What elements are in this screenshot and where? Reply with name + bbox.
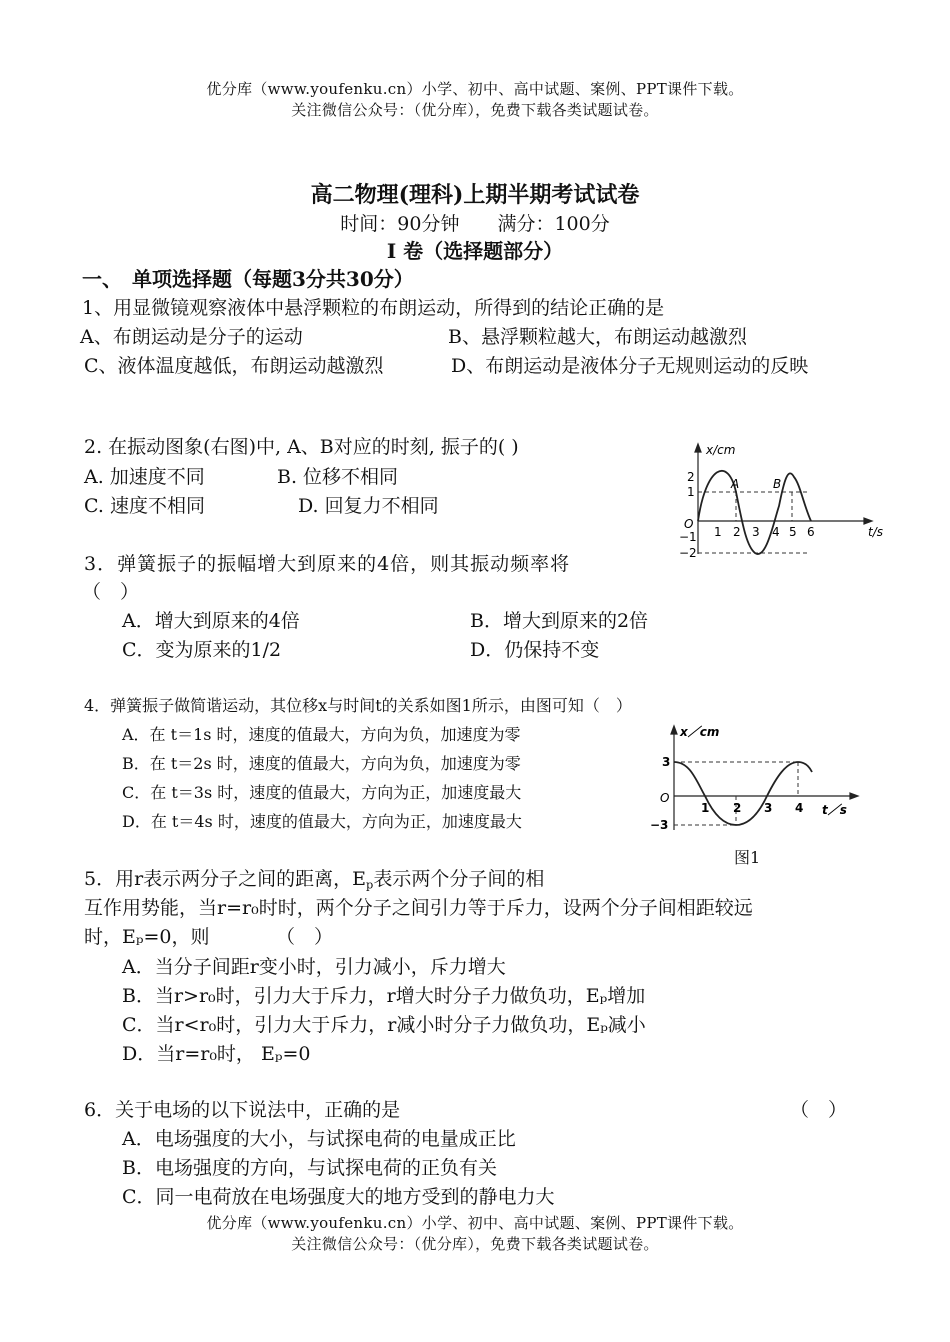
- q2-point-a: A: [731, 477, 740, 491]
- q4-option-a: A．在 t＝1s 时，速度的值最大，方向为负，加速度为零: [122, 725, 521, 744]
- q2-xtick-2: 2: [733, 525, 741, 539]
- q2-ytick-minus1: −1: [679, 530, 697, 544]
- q2-ytick-2: 2: [687, 470, 695, 484]
- q2-option-c: C. 速度不相同: [84, 495, 205, 517]
- q5-option-d: D．当r=r₀时， Eₚ=0: [122, 1043, 311, 1065]
- header-line-1: 优分库（www.youfenku.cn）小学、初中、高中试题、案例、PPT课件下载。: [206, 80, 744, 98]
- q4-origin: O: [660, 791, 670, 805]
- q4-xtick-3: 3: [764, 801, 773, 815]
- q1-option-b: B、悬浮颗粒越大，布朗运动越激烈: [448, 326, 747, 348]
- q2-xtick-1: 1: [714, 525, 722, 539]
- q2-y-axis-arrow: [695, 444, 701, 452]
- q1-option-c: C、液体温度越低，布朗运动越激烈: [84, 355, 384, 377]
- q1-option-d: D、布朗运动是液体分子无规则运动的反映: [451, 355, 809, 377]
- q5-stem-subscript: p: [366, 877, 374, 892]
- q5-stem-part-a: 5．用r表示两分子之间的距离，E: [84, 868, 367, 890]
- q2-sine-curve: [698, 471, 811, 554]
- q2-option-d: D. 回复力不相同: [298, 495, 439, 517]
- exam-title: 高二物理(理科)上期半期考试试卷: [310, 182, 640, 208]
- q4-xtick-1: 1: [701, 801, 710, 815]
- q3-option-b: B．增大到原来的2倍: [470, 610, 649, 632]
- q2-ytick-minus2: −2: [679, 546, 697, 560]
- q1-option-a: A、布朗运动是分子的运动: [80, 326, 303, 348]
- q2-origin: O: [684, 517, 694, 531]
- q5-stem-line-3: 时，Eₚ=0，则 （ ）: [84, 926, 333, 948]
- q2-stem: 2. 在振动图象(右图)中, A、B对应的时刻, 振子的( ): [84, 436, 519, 458]
- q2-xtick-5: 5: [789, 525, 797, 539]
- q6-answer-paren: （ ）: [790, 1099, 848, 1121]
- footer-line-2: 关注微信公众号：（优分库），免费下载各类试题试卷。: [291, 1235, 659, 1253]
- q3-option-d: D．仍保持不变: [470, 639, 600, 661]
- q2-option-a: A. 加速度不同: [84, 466, 205, 488]
- q4-xtick-2: 2: [733, 801, 742, 815]
- q4-figure-caption: 图1: [734, 848, 761, 867]
- q2-xtick-6: 6: [807, 525, 815, 539]
- q5-option-c: C．当r<r₀时，引力大于斥力，r减小时分子力做负功，Eₚ减小: [122, 1014, 646, 1036]
- q4-y-axis-arrow: [671, 726, 677, 734]
- q4-sine-curve: [674, 762, 812, 825]
- q5-stem-line-1: [84, 864, 544, 891]
- q4-ytick-minus3: −3: [650, 818, 669, 832]
- q2-option-b: B. 位移不相同: [277, 466, 399, 488]
- q2-xtick-3: 3: [752, 525, 760, 539]
- q2-point-b: B: [773, 477, 782, 491]
- q6-option-a: A．电场强度的大小，与试探电荷的电量成正比: [122, 1128, 516, 1150]
- q4-xtick-4: 4: [795, 801, 804, 815]
- q4-ytick-3: 3: [662, 755, 671, 769]
- q2-y-label: x/cm: [706, 443, 736, 457]
- q3-stem: 3．弹簧振子的振幅增大到原来的4倍，则其振动频率将: [84, 553, 571, 575]
- q2-x-axis-arrow: [864, 518, 872, 524]
- q4-x-label: t／s: [822, 803, 847, 817]
- q6-option-b: B．电场强度的方向，与试探电荷的正负有关: [122, 1157, 497, 1179]
- q2-vibration-graph: [676, 436, 886, 566]
- q2-ytick-1: 1: [687, 485, 695, 499]
- q6-stem: 6．关于电场的以下说法中，正确的是: [84, 1099, 401, 1121]
- q4-figure-1-graph: [640, 720, 870, 835]
- q4-x-axis-arrow: [850, 793, 858, 799]
- q5-option-a: A．当分子间距r变小时，引力减小，斥力增大: [122, 956, 506, 978]
- q3-answer-paren: （ ）: [82, 581, 140, 603]
- q5-stem-part-b: 表示两个分子间的相: [373, 868, 545, 890]
- q4-option-d: D．在 t＝4s 时，速度的值最大，方向为正，加速度最大: [122, 812, 522, 831]
- q2-xtick-4: 4: [772, 525, 780, 539]
- part-title: Ⅰ 卷（选择题部分）: [386, 239, 564, 263]
- q3-option-a: A．增大到原来的4倍: [122, 610, 300, 632]
- q4-option-c: C．在 t＝3s 时，速度的值最大，方向为正，加速度最大: [122, 783, 522, 802]
- q4-y-label: x／cm: [680, 725, 720, 739]
- q5-option-b: B．当r>r₀时，引力大于斥力，r增大时分子力做负功，Eₚ增加: [122, 985, 646, 1007]
- q6-option-c: C．同一电荷放在电场强度大的地方受到的静电力大: [122, 1186, 555, 1208]
- q3-option-c: C．变为原来的1/2: [122, 639, 282, 661]
- header-line-2: 关注微信公众号：（优分库），免费下载各类试题试卷。: [291, 101, 659, 119]
- q4-option-b: B．在 t＝2s 时，速度的值最大，方向为负，加速度为零: [122, 754, 521, 773]
- q2-x-label: t/s: [868, 525, 883, 539]
- section-title: 一、 单项选择题（每题3分共30分）: [82, 267, 414, 291]
- footer-line-1: 优分库（www.youfenku.cn）小学、初中、高中试题、案例、PPT课件下载。: [206, 1214, 744, 1232]
- q4-stem: 4．弹簧振子做简谐运动，其位移x与时间t的关系如图1所示，由图可知（ ）: [84, 696, 632, 715]
- exam-time-info: 时间：90分钟 满分：100分: [340, 213, 610, 235]
- q1-stem: 1、用显微镜观察液体中悬浮颗粒的布朗运动，所得到的结论正确的是: [82, 297, 665, 319]
- q5-stem-line-2: 互作用势能，当r=r₀时时，两个分子之间引力等于斥力，设两个分子间相距较远: [84, 897, 753, 919]
